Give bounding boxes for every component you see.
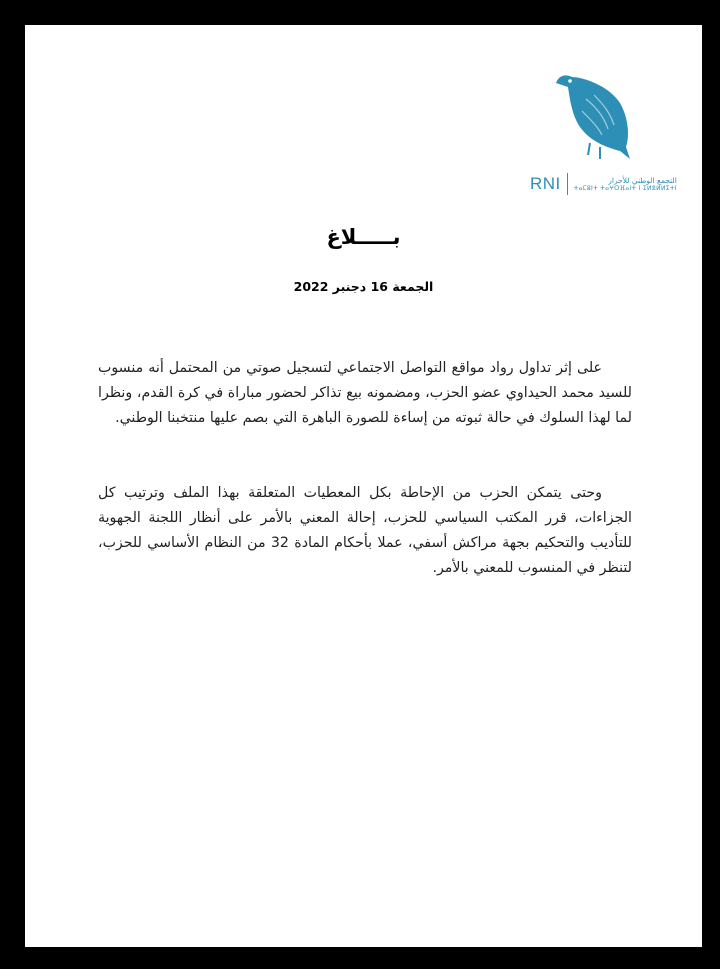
logo-name-arabic: التجمع الوطني للأحرار: [608, 176, 677, 185]
document-title: بـــــلاغ: [326, 225, 401, 249]
dove-logo-icon: [550, 55, 635, 165]
paragraph-2: وحتى يتمكن الحزب من الإحاطة بكل المعطيات المتعلقة بهذا الملف وترتيب كل الجزاءات، قرر المكتب السياسي للحزب، إحالة المعني بالأمر على أنظار اللجنة الجهوية للتأديب والتحكيم بجهة مراكش أسفي، عملا بأحكام المادة 32 من النظام الأساسي للحزب، لتنظر في المنسوب للمعني بالأمر.: [98, 485, 632, 577]
document-date: الجمعة 16 دجنبر 2022: [293, 279, 434, 294]
logo-wordmark: [530, 173, 677, 195]
logo-separator: [567, 173, 568, 195]
party-logo: [530, 55, 677, 195]
logo-letters: RNI: [530, 174, 561, 193]
logo-name-tifinagh: ⵜⴰⵎⵓⵏⵜ ⵜⴰⵖⵔⴼⴰⵏⵜ ⵏ ⵉⵍⴻⵍⵍⵉⵜⵏ: [573, 185, 677, 192]
paragraph-1: على إثر تداول رواد مواقع التواصل الاجتماعي لتسجيل صوتي من المحتمل أنه منسوب للسيد محمد الحيداوي عضو الحزب، ومضمونه بيع تذاكر لحضور مباراة في كرة القدم، ونظرا لما لهذا السلوك في حالة ثبوته من إساءة للصورة الباهرة التي بصم عليها منتخبنا الوطني.: [98, 360, 632, 427]
document-page: [25, 25, 702, 947]
